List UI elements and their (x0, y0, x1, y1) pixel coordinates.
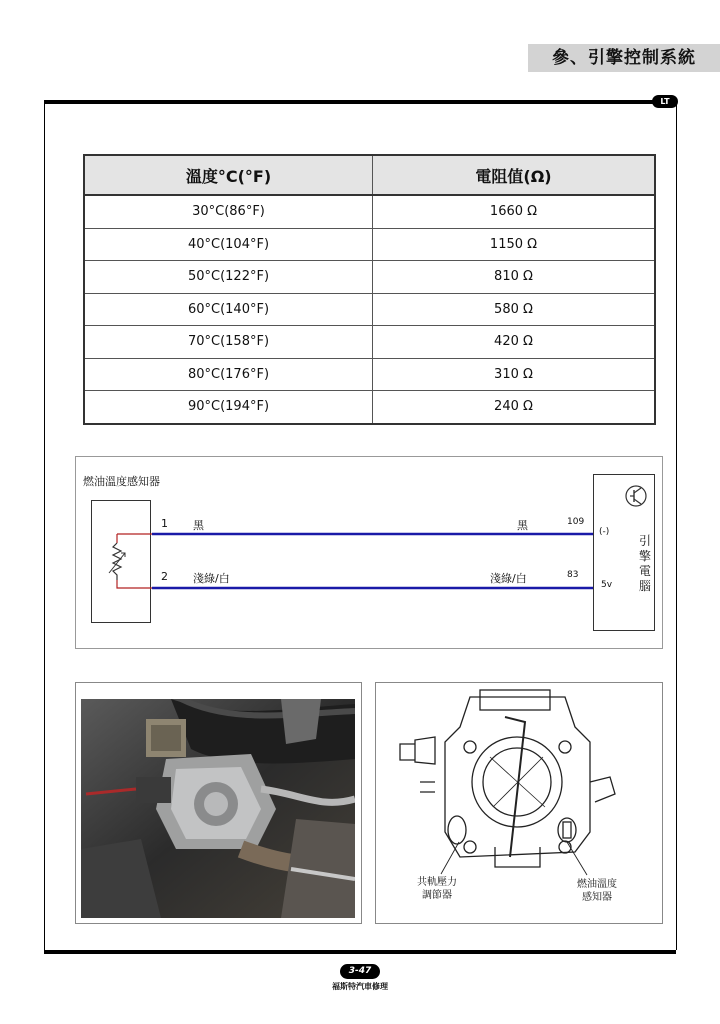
resistance-cell: 580 Ω (373, 293, 656, 326)
resistance-cell: 240 Ω (373, 391, 656, 424)
thermistor-arrow (109, 553, 125, 573)
table-header-row (84, 155, 655, 195)
bottom-rule (44, 950, 676, 954)
wire1-pin: 1 (161, 517, 168, 530)
temperature-cell: 70°C(158°F) (84, 326, 373, 359)
sensor-title: 燃油溫度感知器 (83, 475, 160, 488)
table-row (84, 293, 655, 326)
resistance-cell: 1660 Ω (373, 195, 656, 228)
temperature-cell: 90°C(194°F) (84, 391, 373, 424)
wire2-ecu-pin: 83 (567, 570, 579, 580)
resistance-table (83, 154, 656, 425)
wire1-color-left: 黑 (193, 519, 204, 532)
wire2-color-right: 淺綠/白 (490, 572, 527, 585)
thermistor-symbol (113, 543, 121, 580)
page-frame-right (676, 104, 677, 950)
temperature-cell: 30°C(86°F) (84, 195, 373, 228)
transistor-icon (626, 486, 646, 506)
ecu-label: 引擎電腦 (638, 534, 651, 593)
page-number: 3-47 (340, 964, 380, 979)
callout-pressure-regulator: 共軌壓力 調節器 (417, 877, 457, 901)
resistance-cell: 810 Ω (373, 261, 656, 294)
table-row (84, 358, 655, 391)
temperature-cell: 60°C(140°F) (84, 293, 373, 326)
wire1-ecu-terminal: (-) (599, 527, 610, 537)
top-rule (44, 100, 676, 104)
table-row (84, 391, 655, 424)
publisher-mark: 福斯特汽車修理 (332, 982, 388, 991)
wire2-ecu-terminal: 5v (601, 580, 613, 590)
resistance-cell: 1150 Ω (373, 228, 656, 261)
resistance-cell: 310 Ω (373, 358, 656, 391)
temperature-cell: 50°C(122°F) (84, 261, 373, 294)
table-row (84, 261, 655, 294)
engine-photo (81, 699, 355, 918)
wire2-color-left: 淺綠/白 (193, 572, 230, 585)
table-row (84, 326, 655, 359)
chapter-title: 參、引擎控制系統 (552, 48, 696, 68)
level-badge: LT (652, 95, 678, 108)
table-row (84, 195, 655, 228)
resistance-cell: 420 Ω (373, 326, 656, 359)
wire1-ecu-pin: 109 (567, 517, 585, 527)
header-resistance: 電阻值(Ω) (373, 155, 656, 195)
page-frame-left (44, 104, 45, 950)
stub-wire-2 (117, 580, 152, 588)
table-row (84, 228, 655, 261)
wire2-pin: 2 (161, 570, 168, 583)
temperature-cell: 80°C(176°F) (84, 358, 373, 391)
wire1-color-right: 黑 (517, 519, 528, 532)
header-temperature: 溫度°C(°F) (84, 155, 373, 195)
callout-fuel-temp-sensor: 燃油溫度 感知器 (577, 879, 617, 903)
temperature-cell: 40°C(104°F) (84, 228, 373, 261)
wiring-lines (75, 456, 663, 649)
